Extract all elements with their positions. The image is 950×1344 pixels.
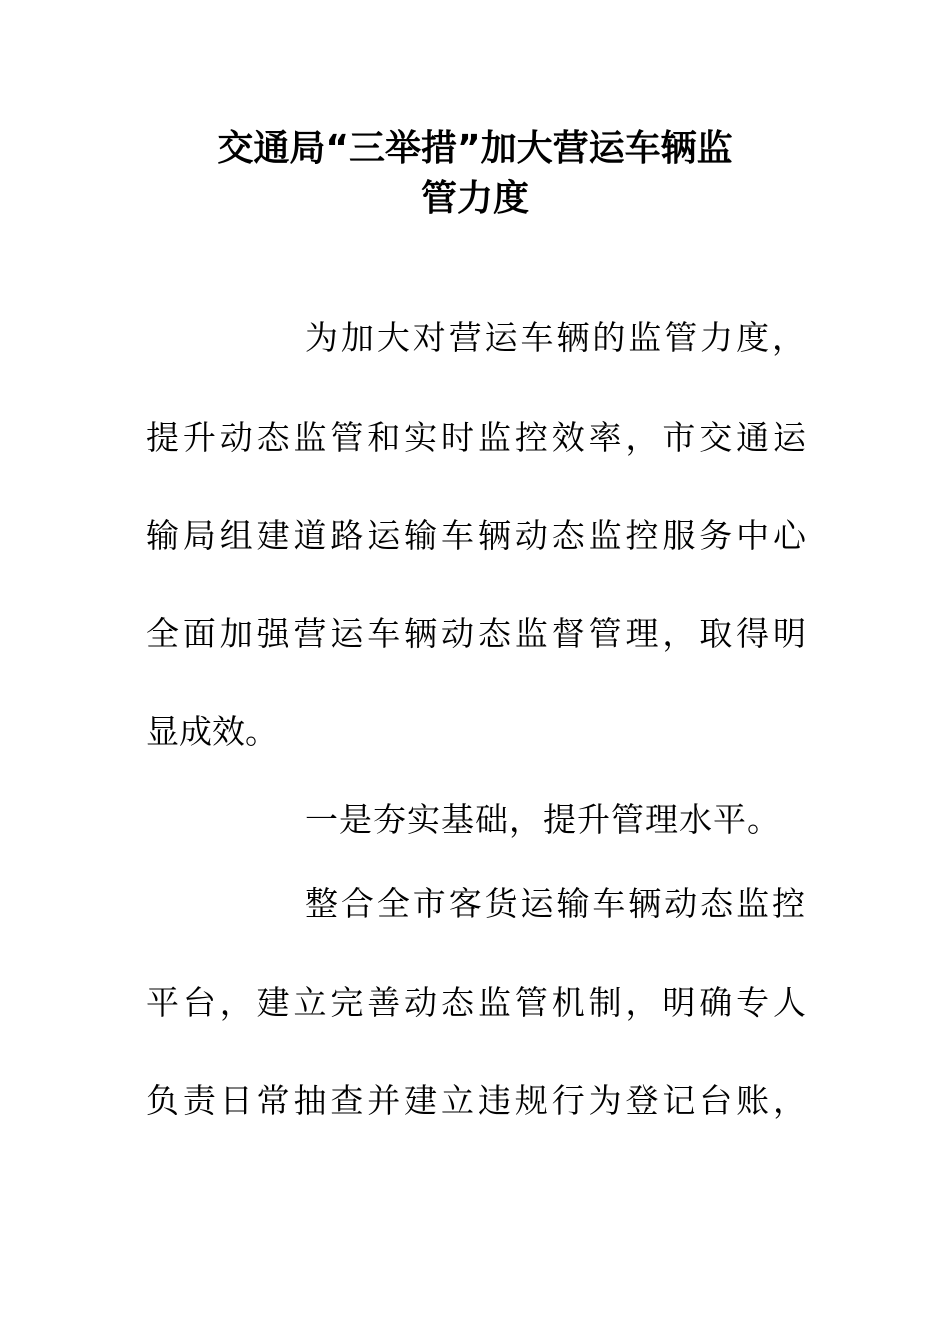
document-title-line-2: 管力度	[420, 178, 529, 219]
paragraph-line: 输局组建道路运输车辆动态监控服务中心	[146, 516, 806, 555]
document-title-line-1: 交通局“三举措”加大营运车辆监	[217, 128, 733, 169]
paragraph-line: 为加大对营运车辆的监管力度，	[305, 318, 805, 357]
paragraph-line: 负责日常抽查并建立违规行为登记台账，	[146, 1081, 806, 1120]
section-heading-line: 一是夯实基础，提升管理水平。	[305, 800, 780, 839]
paragraph-line: 平台，建立完善动态监管机制，明确专人	[146, 983, 806, 1022]
paragraph-line: 整合全市客货运输车辆动态监控	[305, 884, 805, 923]
paragraph-line: 提升动态监管和实时监控效率，市交通运	[146, 418, 806, 457]
paragraph-line: 显成效。	[146, 712, 278, 751]
paragraph-line: 全面加强营运车辆动态监督管理，取得明	[146, 614, 806, 653]
